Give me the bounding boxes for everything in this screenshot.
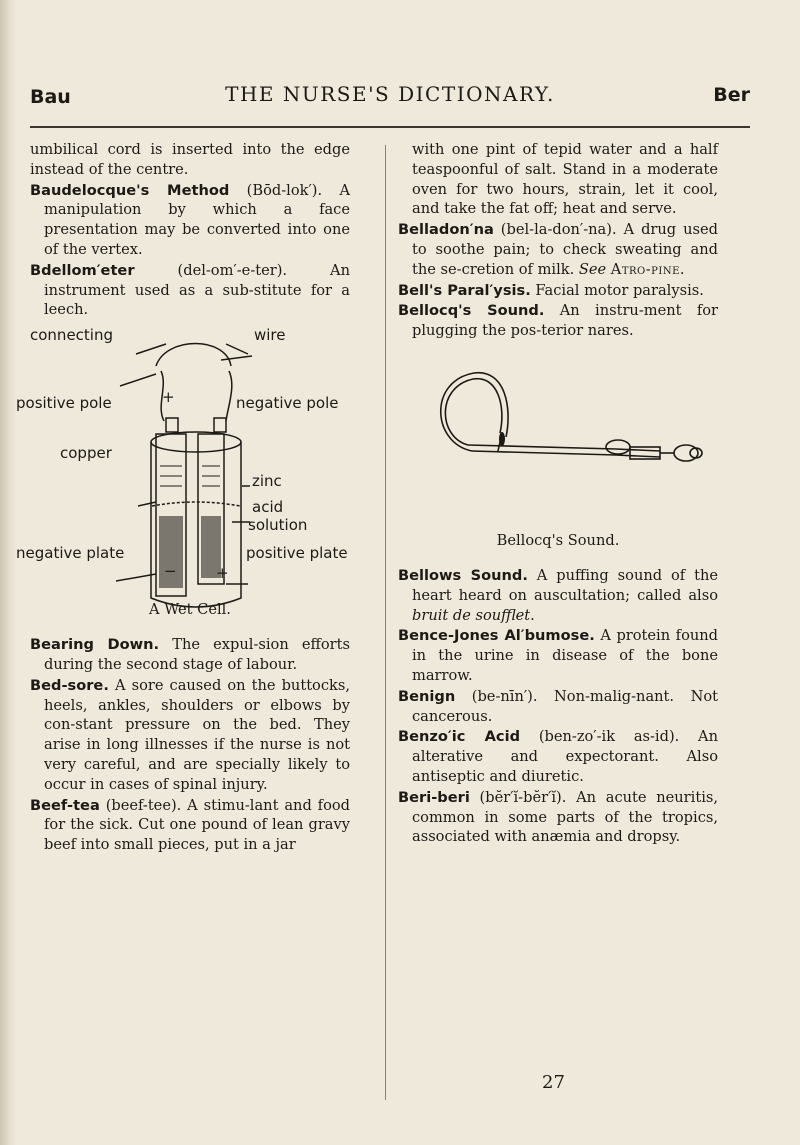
wet-cell-diagram bbox=[16, 326, 356, 626]
entry-beri-beri bbox=[398, 788, 718, 847]
bellocq-figure bbox=[398, 347, 718, 562]
page-edge-shadow bbox=[0, 0, 16, 1145]
label-minus-bottom: − bbox=[164, 562, 177, 581]
entry-term: Baudelocque's Method bbox=[30, 181, 230, 199]
header-rule bbox=[30, 126, 750, 128]
entry-text: (del-om′-e-ter). An instrument used as a sub-stitute for a leech. bbox=[44, 261, 350, 319]
entry-bellows-sound bbox=[398, 566, 718, 625]
entry-term: Bearing Down. bbox=[30, 636, 160, 654]
entry-text: with one pint of tepid water and a half teaspoonful of salt. Stand in a moderate oven for two hours, strain, let it cool, and take the fat off; heat and serve. bbox=[412, 141, 718, 218]
label-acid: acid bbox=[252, 498, 284, 517]
entry-text: (bel-la-don′-na). A drug used to soothe pain; to check sweating and the se-cretion of milk. bbox=[412, 221, 718, 278]
label-wire: wire bbox=[254, 326, 286, 345]
entry-bdellometer bbox=[30, 261, 350, 320]
label-zinc: zinc bbox=[252, 472, 282, 491]
label-negative-plate: negative plate bbox=[16, 544, 125, 563]
entry-bells-paralysis bbox=[398, 281, 718, 301]
column-divider bbox=[385, 145, 386, 1100]
entry-beef-tea-continued bbox=[398, 140, 718, 219]
page-number: 27 bbox=[542, 1072, 565, 1093]
label-plus-top: + bbox=[162, 388, 175, 407]
label-positive-pole: positive pole bbox=[16, 394, 112, 413]
entry-term: Beef-tea bbox=[30, 796, 100, 814]
label-negative-pole: negative pole bbox=[236, 394, 339, 413]
entry-italic-term: bruit de soufflet bbox=[412, 606, 531, 624]
entry-text: A sore caused on the buttocks, heels, ankles, shoulders or elbows by con-stant pressure on the bed. They arise in long illnesses if the nurse is not very careful, and are specially likely to occur in cases of spinal injury. bbox=[44, 676, 350, 793]
header-right-guide-word: Ber bbox=[713, 84, 750, 106]
entry-text: (be-nīn′). Non-malig-nant. Not cancerous. bbox=[412, 687, 718, 725]
entry-term: Bell's Paral′ysis. bbox=[398, 281, 531, 299]
entry-text: umbilical cord is inserted into the edge instead of the centre. bbox=[30, 141, 350, 178]
wet-cell-figure bbox=[16, 326, 350, 631]
entry-bearing-down bbox=[30, 635, 350, 675]
entry-term: Bdellom′eter bbox=[30, 261, 135, 279]
entry-text: (beef-tee). A stimu-lant and food for the sick. Cut one pound of lean gravy beef into small pieces, put in a jar bbox=[44, 796, 350, 854]
entry-cross-reference: Atro-pine. bbox=[610, 260, 686, 278]
running-header bbox=[30, 80, 750, 116]
entry-benign bbox=[398, 687, 718, 727]
entry-see: See bbox=[578, 260, 607, 278]
entry-term: Bence-Jones Al′bumose. bbox=[398, 627, 595, 645]
entry-text: (bĕr′ĭ-bĕr′ĭ). An acute neuritis, common in some parts of the tropics, associated with anæmia and dropsy. bbox=[412, 788, 718, 846]
label-positive-plate: positive plate bbox=[246, 544, 348, 563]
entry-beef-tea bbox=[30, 796, 350, 855]
entry-term: Benzo′ic Acid bbox=[398, 728, 521, 746]
label-solution: solution bbox=[248, 516, 308, 535]
label-copper: copper bbox=[60, 444, 112, 463]
bellocq-caption: Bellocq's Sound. bbox=[496, 531, 620, 549]
entry-text: Facial motor paralysis. bbox=[530, 281, 704, 299]
entry-tail: . bbox=[530, 606, 535, 624]
entry-term: Beri-beri bbox=[398, 788, 470, 806]
entry-baudelocque bbox=[30, 181, 350, 260]
entry-text: A puffing sound of the heart heard on auscultation; called also bbox=[412, 566, 718, 604]
entry-benzoic-acid bbox=[398, 727, 718, 786]
entry-text: (ben-zo′-ik as-id). An alterative and expectorant. Also antiseptic and diuretic. bbox=[412, 728, 718, 785]
wet-cell-caption: A Wet Cell. bbox=[149, 601, 231, 619]
entry-text: An instru-ment for plugging the pos-terior nares. bbox=[412, 302, 718, 340]
left-column bbox=[16, 140, 351, 855]
entry-term: Bellows Sound. bbox=[398, 566, 528, 584]
bellocq-sound-illustration bbox=[398, 347, 718, 527]
entry-bence-jones bbox=[398, 626, 718, 685]
entry-term: Benign bbox=[398, 687, 456, 705]
entry-umbilical-continued bbox=[30, 140, 350, 180]
header-title: THE NURSE'S DICTIONARY. bbox=[225, 82, 555, 106]
entry-text: A protein found in the urine in disease of the bone marrow. bbox=[412, 627, 718, 684]
entry-term: Belladon′na bbox=[398, 221, 494, 239]
entry-bed-sore bbox=[30, 676, 350, 795]
entry-text: (Bōd-lok′). A manipulation by which a face presentation may be converted into one of the vertex. bbox=[44, 181, 350, 258]
label-plus-bottom: + bbox=[216, 564, 229, 583]
entry-belladonna bbox=[398, 220, 718, 279]
entry-term: Bellocq's Sound. bbox=[398, 302, 545, 320]
right-column bbox=[398, 140, 718, 847]
entry-term: Bed-sore. bbox=[30, 676, 109, 694]
header-left-guide-word: Bau bbox=[30, 86, 71, 108]
entry-bellocqs-sound bbox=[398, 301, 718, 341]
label-connecting: connecting bbox=[30, 326, 113, 345]
entry-text: The expul-sion efforts during the second stage of labour. bbox=[44, 636, 351, 673]
